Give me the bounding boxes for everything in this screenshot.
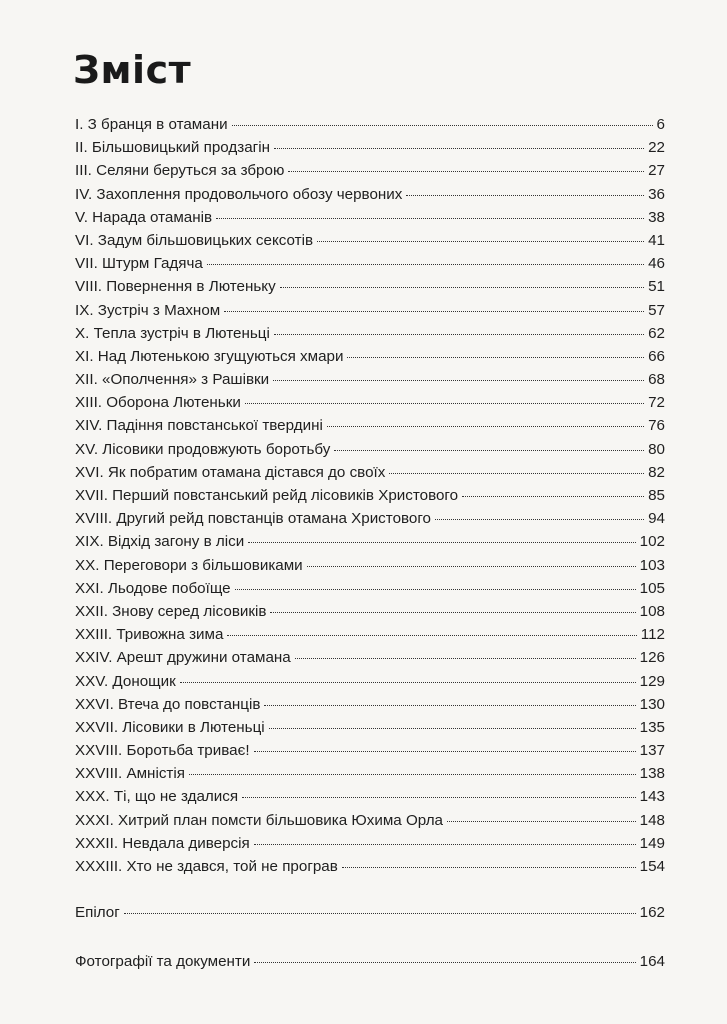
page-title: Зміст [73,48,192,92]
dot-leader [307,566,636,567]
toc-entry-title: XXXII. Невдала диверсія [75,834,250,852]
toc-entry [75,507,665,530]
toc-entry-page: 130 [639,695,665,713]
toc-entry-page: 85 [648,487,665,504]
toc-entry-title: VI. Задум більшовицьких сексотів [75,231,314,249]
toc-entry [75,322,665,345]
dot-leader [254,844,636,845]
toc-entry-title: VIII. Повернення в Лютеньку [75,278,276,296]
toc-entry [75,762,665,785]
dot-leader [224,311,644,312]
dot-leader [295,658,636,659]
toc-entry [75,159,665,182]
dot-leader [232,125,653,126]
toc-entry-title: XXIV. Арешт дружини отамана [75,649,291,667]
toc-entry-page: 27 [648,162,665,180]
toc-entry [75,438,665,461]
toc-entry-title: XX. Переговори з більшовиками [75,556,303,574]
dot-leader [254,751,636,752]
dot-leader [180,682,636,683]
dot-leader [274,334,644,335]
toc-entry-page: 135 [639,718,665,736]
toc-entry-title: XXVII. Лісовики в Лютеньці [75,718,265,736]
toc-entry-page: 36 [648,185,665,203]
toc-entry-page: 38 [648,208,665,226]
toc-entry-page: 66 [648,347,665,365]
toc-entry-page: 62 [648,324,665,342]
toc-entry-page: 126 [639,649,665,667]
toc-entry [75,414,665,437]
toc-entry [75,368,665,391]
toc-entry [75,716,665,739]
toc-entry [75,901,665,925]
toc-entry-page: 57 [648,301,665,319]
dot-leader [347,357,644,358]
toc-entry [75,229,665,252]
toc-entry-title: XXX. Ті, що не здалися [75,788,239,806]
toc-entry-page: 80 [648,440,665,458]
toc-entry [75,391,665,414]
dot-leader [254,962,635,963]
toc-entry-page: 112 [640,626,665,644]
toc-entry-page: 164 [639,953,665,971]
toc-entry-title: XXII. Знову серед лісовиків [75,602,267,620]
toc-entry-page: 129 [639,672,665,690]
toc-entry-page: 103 [639,556,665,574]
dot-leader [227,635,636,636]
toc-entry-page: 154 [639,858,665,875]
toc-entry [75,785,665,808]
toc-entry [75,136,665,159]
toc-entry [75,950,665,974]
dot-leader [462,496,644,497]
toc-entry-page: 149 [639,834,665,852]
dot-leader [245,403,644,404]
toc-entry [75,855,665,878]
dot-leader [317,241,644,242]
toc-entry-page: 51 [648,278,665,296]
toc-entry [75,461,665,484]
toc-entry-page: 94 [648,510,665,528]
toc-entry-title: XXXI. Хитрий план помсти більшовика Юхима Орла [75,811,444,829]
toc-entry [75,530,665,553]
toc-entry-title: XXIII. Тривожна зима [75,626,224,644]
toc-entry-page: 68 [648,371,665,389]
toc-entry [75,623,665,646]
dot-leader [389,473,644,474]
toc-entry-page: 41 [648,231,665,249]
toc-entry-title: IX. Зустріч з Махном [75,301,221,319]
dot-leader [406,195,644,196]
toc-entry-page: 76 [648,417,665,435]
dot-leader [342,867,636,868]
toc-entry [75,809,665,832]
dot-leader [216,218,644,219]
toc-entry-page: 148 [639,811,665,829]
toc-entry [75,299,665,322]
toc-entry-title: XXVIII. Амністія [75,765,185,783]
toc-entry [75,554,665,577]
toc-entry [75,484,665,507]
toc-entry-page: 22 [648,139,665,157]
toc-entry-page: 102 [639,533,665,551]
toc-entry-page: 46 [648,255,665,273]
toc-entry-title: XXVIII. Боротьба триває! [75,742,250,760]
dot-leader [435,519,644,520]
toc-entry [75,183,665,206]
toc-entry-title: X. Тепла зустріч в Лютеньці [75,324,270,342]
toc-entry-title: XVIII. Другий рейд повстанців отамана Христового [75,510,432,528]
toc-entry-page: 82 [648,463,665,481]
dot-leader [235,589,636,590]
dot-leader [269,728,636,729]
toc-entry-title: Фотографії та документи [75,953,251,971]
dot-leader [273,380,644,381]
dot-leader [274,148,644,149]
toc-entry-title: III. Селяни беруться за зброю [75,162,285,180]
toc-entry-title: XI. Над Лютенькою згущуються хмари [75,347,344,365]
toc-entry-title: XXVI. Втеча до повстанців [75,695,261,713]
dot-leader [334,450,644,451]
toc-entry [75,577,665,600]
dot-leader [248,542,635,543]
toc-entry [75,739,665,762]
toc-entry-title: II. Більшовицький продзагін [75,139,270,157]
dot-leader [189,774,636,775]
toc-entry [75,600,665,623]
toc-entry [75,646,665,669]
toc-entry-page: 143 [639,788,665,806]
dot-leader [447,821,636,822]
toc-entry-page: 108 [639,602,665,620]
dot-leader [270,612,635,613]
toc-entry [75,345,665,368]
dot-leader [288,171,644,172]
toc-entry [75,275,665,298]
toc-entry-title: XIII. Оборона Лютеньки [75,394,241,412]
toc-entry-title: V. Нарада отаманів [75,208,213,226]
toc-entry [75,206,665,229]
toc-entry-page: 137 [639,742,665,760]
toc-entry [75,832,665,855]
toc-entry [75,693,665,716]
toc-entry-title: IV. Захоплення продовольчого обозу червоних [75,185,403,203]
toc-entry [75,670,665,693]
toc-entry-title: XXI. Льодове побоїще [75,579,231,597]
toc-entry-title: XVI. Як побратим отамана дістався до своїх [75,463,386,481]
toc-entry-title: XIV. Падіння повстанської твердині [75,417,323,435]
toc-entry-title: XXXIII. Хто не здався, той не програв [75,858,338,875]
dot-leader [327,426,644,427]
toc-entry-title: VII. Штурм Гадяча [75,255,203,273]
toc-entry-title: Епілог [75,904,120,922]
dot-leader [280,287,644,288]
dot-leader [242,797,636,798]
toc-entry-title: I. З бранця в отамани [75,116,228,133]
toc-entry [75,113,665,136]
toc-entry-title: XV. Лісовики продовжують боротьбу [75,440,331,458]
toc-entry [75,252,665,275]
toc-entry-page: 105 [639,579,665,597]
toc-entry-page: 162 [639,904,665,922]
toc-entry-page: 72 [648,394,665,412]
dot-leader [264,705,635,706]
toc-entry-page: 138 [639,765,665,783]
toc-entry-title: XVII. Перший повстанський рейд лісовиків Христового [75,487,459,504]
toc-entry-title: XII. «Ополчення» з Рашівки [75,371,270,389]
dot-leader [207,264,644,265]
toc-entry-title: XXV. Донощик [75,672,176,690]
table-of-contents [75,113,665,974]
toc-entry-page: 6 [656,116,665,133]
toc-entry-title: XIX. Відхід загону в ліси [75,533,245,551]
dot-leader [124,913,636,914]
